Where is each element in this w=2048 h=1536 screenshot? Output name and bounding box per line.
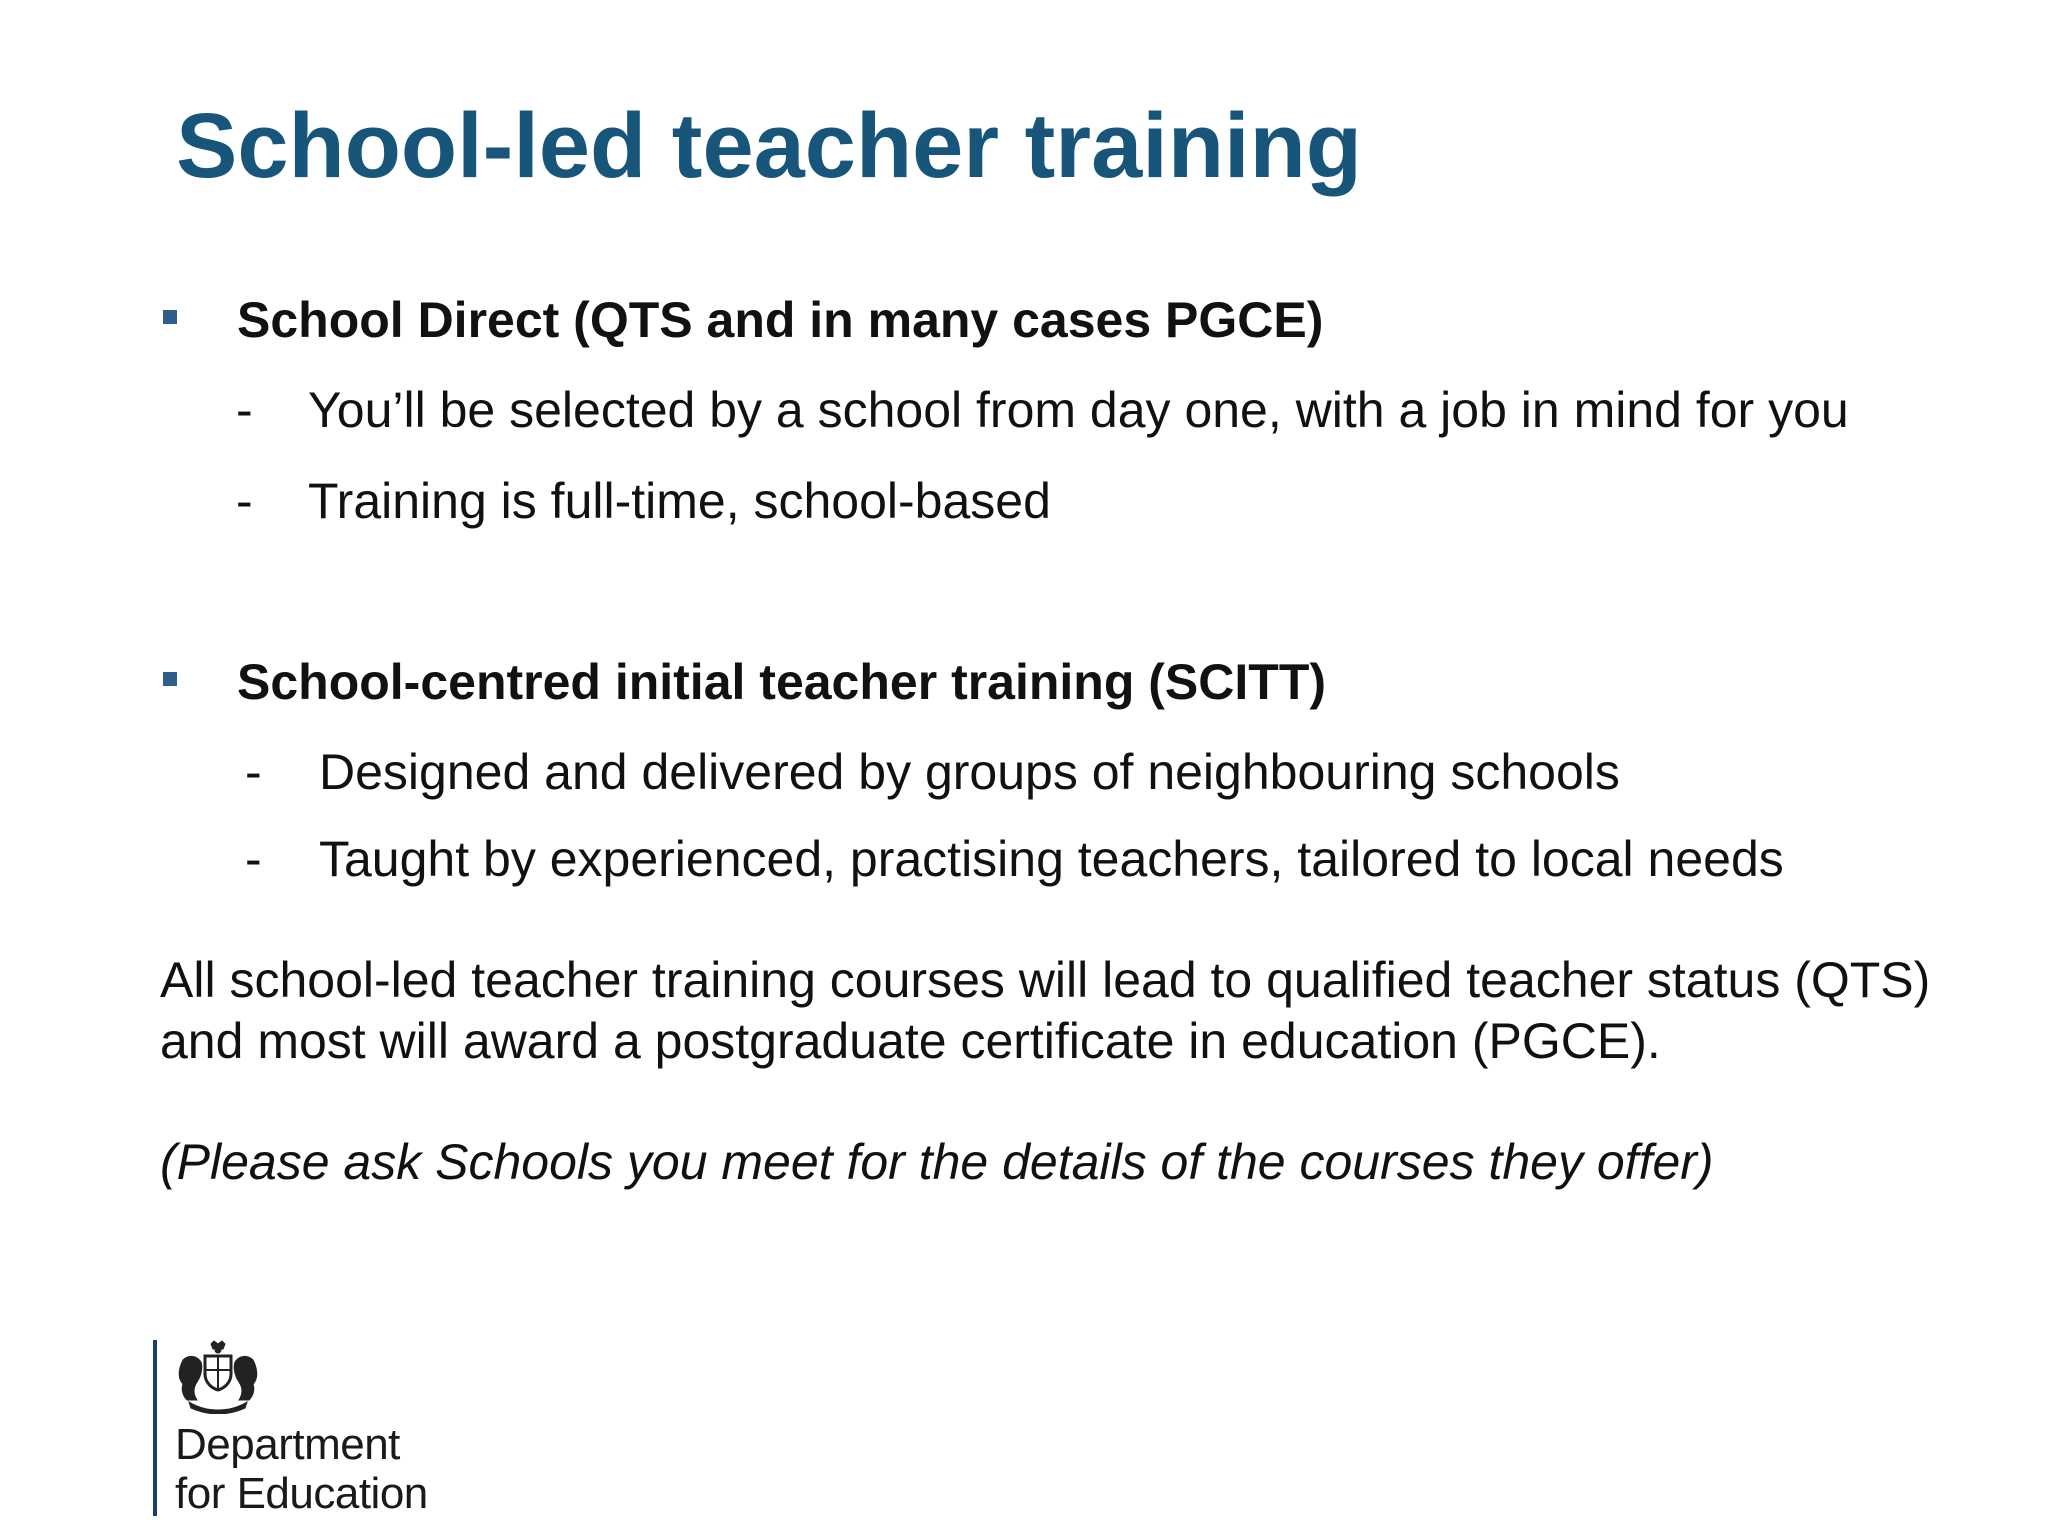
dash-marker: - (245, 831, 262, 887)
section-school-direct-heading-row (0, 290, 2048, 350)
list-item-text: You’ll be selected by a school from day one, with a job in mind for you (308, 382, 1849, 438)
note-paragraph: (Please ask Schools you meet for the details of the courses they offer) (160, 1134, 1714, 1190)
department-for-education-logo (153, 1340, 473, 1530)
list-item (245, 742, 2045, 802)
list-item (236, 380, 2036, 440)
slide-title: School-led teacher training (176, 95, 1362, 197)
list-item (245, 829, 2045, 889)
section-heading: School-centred initial teacher training (SCITT) (237, 654, 1327, 710)
list-item-text: Taught by experienced, practising teachers, tailored to local needs (319, 831, 1784, 887)
list-item (236, 471, 2036, 531)
logo-divider (153, 1340, 157, 1516)
royal-coat-of-arms-icon (175, 1340, 261, 1414)
list-item-text: Designed and delivered by groups of neighbouring schools (319, 744, 1620, 800)
logo-line-for-education: for Education (175, 1469, 428, 1518)
logo-line-department: Department (175, 1420, 400, 1469)
square-bullet-icon (163, 310, 177, 324)
square-bullet-icon (163, 672, 177, 686)
dash-marker: - (236, 382, 253, 438)
section-scitt-heading-row (0, 652, 2048, 712)
dash-marker: - (236, 473, 253, 529)
section-heading: School Direct (QTS and in many cases PGCE) (237, 292, 1324, 348)
dash-marker: - (245, 744, 262, 800)
list-item-text: Training is full-time, school-based (308, 473, 1051, 529)
summary-paragraph: All school-led teacher training courses will lead to qualified teacher status (QTS) and most will award a postgraduate certificate in education (PGCE). (160, 952, 1931, 1069)
logo-wordmark (175, 1420, 428, 1518)
